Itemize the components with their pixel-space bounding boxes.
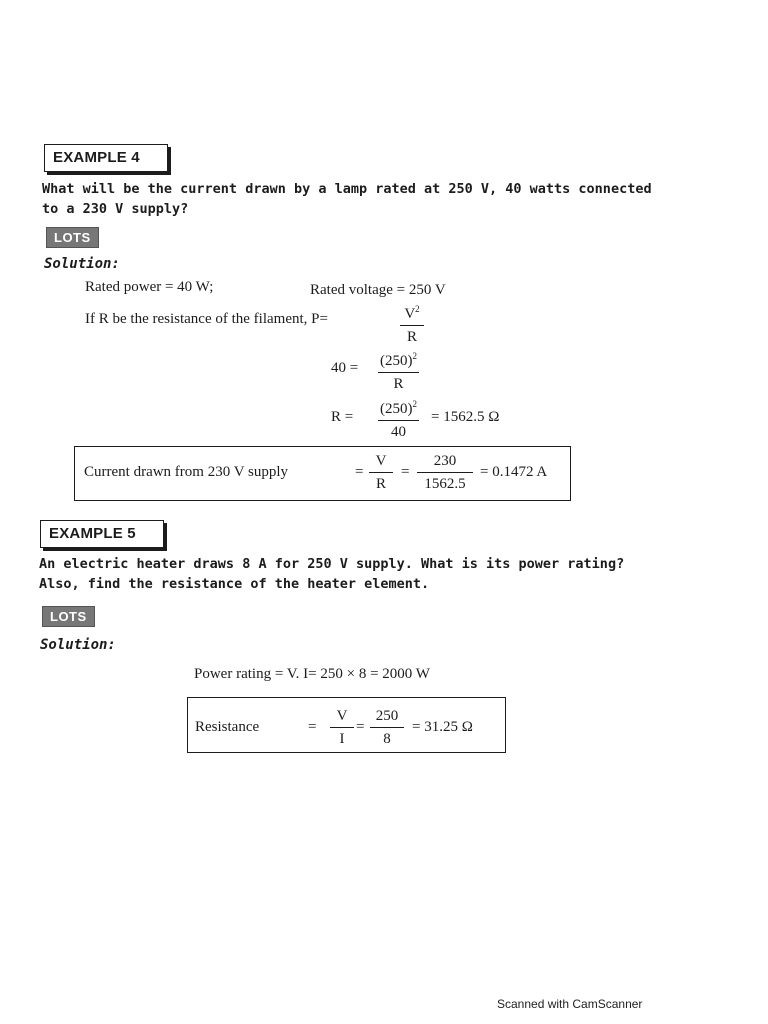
example-5-question-line-1: An electric heater draws 8 A for 250 V supply. What is its power rating? [39, 556, 625, 572]
resistance-box-fraction-1 [330, 707, 354, 748]
example-4-answer-box [74, 446, 571, 501]
example-5-question-line-2: Also, find the resistance of the heater element. [39, 576, 430, 592]
example-4-heading-text: EXAMPLE 4 [53, 149, 140, 166]
equation-3-result: = 1562.5 Ω [431, 409, 500, 425]
equation-2-fraction [378, 347, 419, 393]
equation-3-numerator-exponent: 2 [412, 399, 417, 409]
power-formula-denominator: R [406, 329, 417, 345]
resistance-box-equals-1: = [308, 719, 317, 735]
power-formula-numerator-exponent: 2 [415, 304, 420, 314]
rated-power: Rated power = 40 W; [85, 279, 214, 295]
answer-box-equals-2: = [401, 464, 410, 480]
equation-3-denominator: 40 [391, 424, 406, 440]
answer-box-fraction-1-numerator: V [369, 452, 393, 473]
resistance-box-equals-2: = [356, 719, 365, 735]
equation-3-fraction [378, 395, 419, 441]
resistance-box-fraction-1-numerator: V [330, 707, 354, 728]
resistance-box-fraction-2-numerator: 250 [370, 707, 404, 728]
power-formula-fraction [400, 300, 424, 346]
example-5-answer-box [187, 697, 506, 753]
answer-box-fraction-1 [369, 452, 393, 493]
equation-2-lhs: 40 = [331, 360, 359, 376]
resistance-box-fraction-1-denominator: I [339, 731, 345, 747]
equation-2-denominator: R [393, 376, 404, 392]
resistance-box-result: = 31.25 Ω [412, 719, 473, 735]
resistance-box-fraction-2 [370, 707, 404, 748]
example-4-lots-tag: LOTS [46, 227, 99, 248]
answer-box-fraction-2 [417, 452, 473, 493]
scanner-credit: Scanned with CamScanner [497, 997, 643, 1011]
rated-voltage: Rated voltage = 250 V [310, 282, 446, 298]
equation-2-numerator [378, 347, 419, 373]
equation-2-numerator-exponent: 2 [412, 351, 417, 361]
equation-3-numerator-base: (250) [380, 401, 413, 417]
example-4-heading [44, 144, 168, 172]
equation-3-lhs: R = [331, 409, 354, 425]
example-5-heading-text: EXAMPLE 5 [49, 525, 136, 542]
example-5-solution-label: Solution: [40, 637, 116, 653]
answer-box-equals-1: = [355, 464, 364, 480]
answer-box-fraction-2-denominator: 1562.5 [424, 476, 466, 492]
answer-box-label: Current drawn from 230 V supply [84, 464, 289, 480]
example-4-question-line-1: What will be the current drawn by a lamp rated at 250 V, 40 watts connected [42, 181, 652, 197]
example-4-solution-label: Solution: [44, 256, 120, 272]
example-5-heading [40, 520, 164, 548]
answer-box-result: = 0.1472 A [480, 464, 548, 480]
equation-2-numerator-base: (250) [380, 353, 413, 369]
resistance-box-fraction-2-denominator: 8 [383, 731, 391, 747]
equation-3-numerator [378, 395, 419, 421]
power-rating: Power rating = V. I= 250 × 8 = 2000 W [194, 666, 430, 682]
answer-box-fraction-2-numerator: 230 [417, 452, 473, 473]
example-4-question-line-2: to a 230 V supply? [42, 201, 189, 217]
power-formula-numerator-base: V [404, 306, 416, 322]
resistance-box-label: Resistance [195, 719, 260, 735]
power-formula-numerator [400, 300, 424, 326]
answer-box-fraction-1-denominator: R [375, 476, 386, 492]
resistance-intro: If R be the resistance of the filament, P= [85, 311, 328, 327]
example-5-lots-tag: LOTS [42, 606, 95, 627]
